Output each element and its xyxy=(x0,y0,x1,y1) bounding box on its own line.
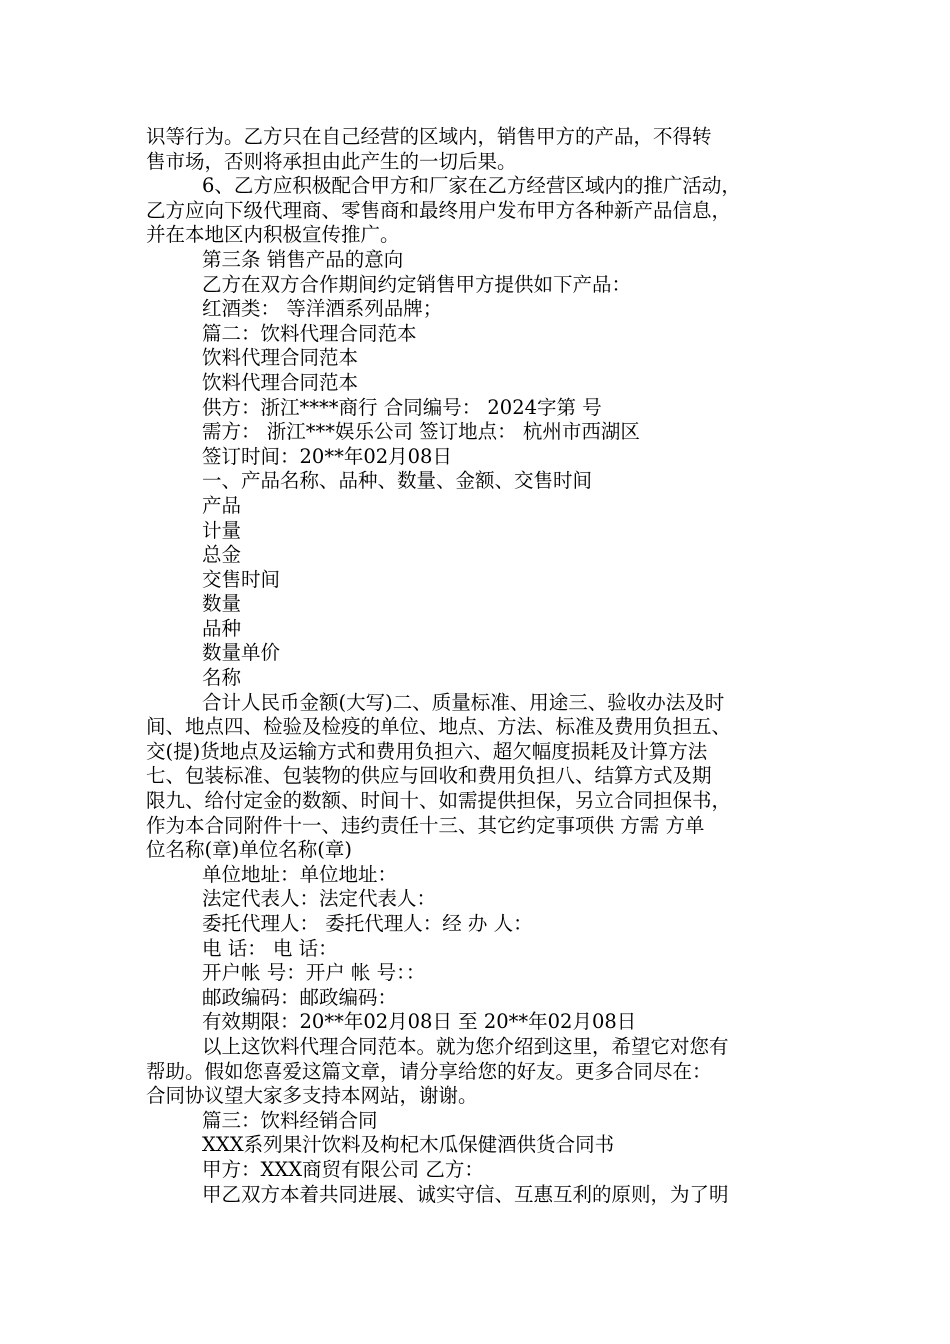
text-line: 售市场，否则将承担由此产生的一切后果。 xyxy=(146,149,517,173)
text-line: 作为本合同附件十一、违约责任十三、其它约定事项供 方需 方单 xyxy=(146,813,705,837)
text-line: 供方：浙江****商行 合同编号： 2024字第 号 xyxy=(202,395,602,419)
text-line: 委托代理人： 委托代理人：经 办 人： xyxy=(202,912,533,935)
text-line: 有效期限：20**年02月08日 至 20**年02月08日 xyxy=(202,1010,637,1034)
text-line: 甲乙双方本着共同进展、诚实守信、互惠互利的原则，为了明 xyxy=(202,1182,729,1206)
text-line: 第三条 销售产品的意向 xyxy=(202,247,404,271)
text-line: 品种 xyxy=(202,616,242,640)
text-line: 饮料代理合同范本 xyxy=(202,346,359,370)
text-line: 识等行为。乙方只在自己经营的区域内，销售甲方的产品，不得转 xyxy=(146,125,712,148)
text-line: 产品 xyxy=(202,493,242,517)
text-line: 乙方在双方合作期间约定销售甲方提供如下产品： xyxy=(202,272,632,296)
text-line: 并在本地区内积极宣传推广。 xyxy=(146,223,400,247)
text-line: 数量 xyxy=(202,592,242,616)
text-line: 限九、给付定金的数额、时间十、如需提供担保，另立合同担保书， xyxy=(146,789,732,813)
text-line: 6、乙方应积极配合甲方和厂家在乙方经营区域内的推广活动， xyxy=(202,174,741,198)
text-line: 饮料代理合同范本 xyxy=(202,370,359,394)
text-line: 电 话： 电 话： xyxy=(202,936,338,960)
text-line: 合同协议望大家多支持本网站，谢谢。 xyxy=(146,1084,478,1108)
text-line: 交售时间 xyxy=(202,567,281,591)
text-line: 合计人民币金额(大写)二、质量标准、用途三、验收办法及时 xyxy=(202,690,725,714)
text-line: 甲方：XXX商贸有限公司 乙方： xyxy=(202,1157,484,1181)
text-line: 法定代表人：法定代表人： xyxy=(202,887,437,911)
text-line: 间、地点四、检验及检疫的单位、地点、方法、标准及费用负担五、 xyxy=(146,715,732,739)
document-body xyxy=(146,125,810,1207)
text-line: 篇三：饮料经销合同 xyxy=(202,1108,378,1132)
text-line: 邮政编码：邮政编码： xyxy=(202,985,398,1009)
text-line: 总金 xyxy=(202,543,242,567)
text-line: 以上这饮料代理合同范本。就为您介绍到这里，希望它对您有 xyxy=(202,1034,729,1058)
text-line: 交(提)货地点及运输方式和费用负担六、超欠幅度损耗及计算方法 xyxy=(146,739,708,763)
text-line: 七、包装标准、包装物的供应与回收和费用负担八、结算方式及期 xyxy=(146,764,712,788)
text-line: 一、产品名称、品种、数量、金额、交售时间 xyxy=(202,469,593,493)
text-line: 需方： 浙江***娱乐公司 签订地点： 杭州市西湖区 xyxy=(202,420,640,444)
text-line: 篇二：饮料代理合同范本 xyxy=(202,321,417,345)
text-line: 签订时间：20**年02月08日 xyxy=(202,444,452,468)
text-line: 红酒类： 等洋酒系列品牌； xyxy=(202,297,443,321)
text-line: 位名称(章)单位名称(章) xyxy=(146,838,352,862)
text-line: 开户帐 号：开户 帐 号：： xyxy=(202,961,426,985)
text-line: 帮助。假如您喜爱这篇文章，请分享给您的好友。更多合同尽在： xyxy=(146,1059,712,1083)
text-line: 乙方应向下级代理商、零售商和最终用户发布甲方各种新产品信息， xyxy=(146,198,732,222)
text-line: 数量单价 xyxy=(202,641,281,665)
text-line: 计量 xyxy=(202,518,242,542)
text-line: 单位地址：单位地址： xyxy=(202,862,398,886)
text-line: XXX系列果汁饮料及枸杞木瓜保健酒供货合同书 xyxy=(202,1133,615,1157)
text-line: 名称 xyxy=(202,666,242,690)
